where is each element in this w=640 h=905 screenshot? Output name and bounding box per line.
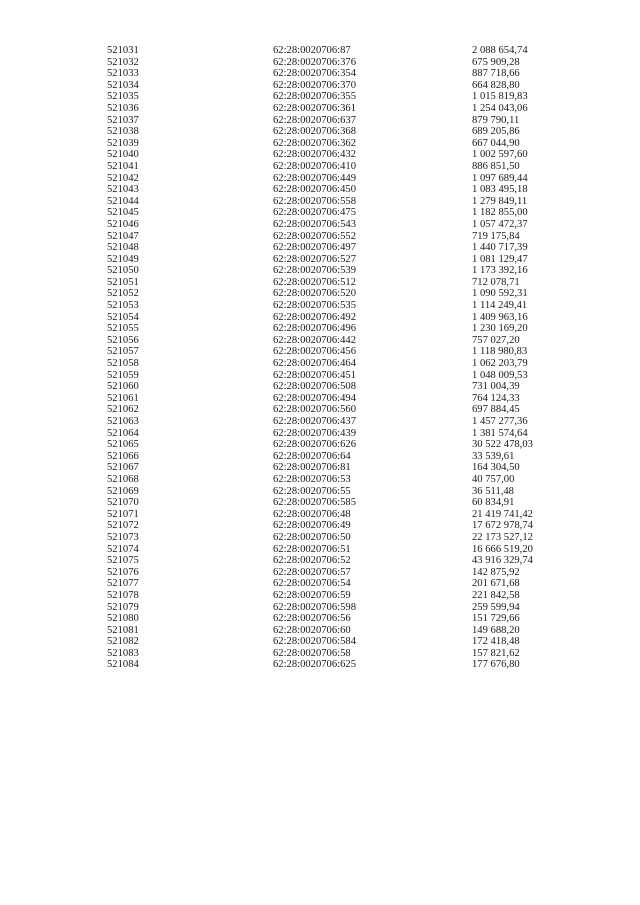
table-row [107, 323, 562, 335]
cadastral-value-cell: 764 124,33 [472, 392, 520, 404]
row-number-cell: 521075 [107, 555, 139, 567]
cadastral-value-cell: 1 090 592,31 [472, 288, 528, 300]
cadastral-number-cell: 62:28:0020706:475 [273, 207, 356, 219]
cadastral-value-cell: 667 044,90 [472, 137, 520, 149]
cadastral-number-cell: 62:28:0020706:355 [273, 91, 356, 103]
cadastral-number-cell: 62:28:0020706:450 [273, 184, 356, 196]
row-number-cell: 521048 [107, 242, 139, 254]
cadastral-value-cell: 1 062 203,79 [472, 358, 528, 370]
row-number-cell: 521043 [107, 184, 139, 196]
cadastral-number-cell: 62:28:0020706:543 [273, 218, 356, 230]
table-row [107, 138, 562, 150]
cadastral-value-cell: 259 599,94 [472, 601, 520, 613]
table-row [107, 462, 562, 474]
cadastral-value-cell: 2 088 654,74 [472, 45, 528, 56]
table-row [107, 370, 562, 382]
row-number-cell: 521070 [107, 497, 139, 509]
cadastral-value-cell: 36 511,48 [472, 485, 514, 497]
row-number-cell: 521033 [107, 68, 139, 80]
table-row [107, 346, 562, 358]
row-number-cell: 521064 [107, 427, 139, 439]
row-number-cell: 521045 [107, 207, 139, 219]
cadastral-value-cell: 22 173 527,12 [472, 531, 533, 543]
cadastral-number-cell: 62:28:0020706:87 [273, 45, 351, 56]
cadastral-value-cell: 664 828,80 [472, 79, 520, 91]
row-number-cell: 521077 [107, 578, 139, 590]
row-number-cell: 521068 [107, 473, 139, 485]
row-number-cell: 521062 [107, 404, 139, 416]
table-row [107, 486, 562, 498]
row-number-cell: 521044 [107, 195, 139, 207]
cadastral-value-cell: 719 175,84 [472, 230, 520, 242]
table-row [107, 416, 562, 428]
row-number-cell: 521052 [107, 288, 139, 300]
table-row [107, 358, 562, 370]
cadastral-value-cell: 1 118 980,83 [472, 346, 528, 358]
cadastral-number-cell: 62:28:0020706:64 [273, 450, 351, 462]
table-row [107, 602, 562, 614]
table-row [107, 648, 562, 660]
cadastral-value-cell: 887 718,66 [472, 68, 520, 80]
cadastral-number-cell: 62:28:0020706:527 [273, 253, 356, 265]
table-row [107, 265, 562, 277]
cadastral-value-cell: 1 381 574,64 [472, 427, 528, 439]
table-row [107, 231, 562, 243]
cadastral-number-cell: 62:28:0020706:496 [273, 323, 356, 335]
row-number-cell: 521046 [107, 218, 139, 230]
row-number-cell: 521054 [107, 311, 139, 323]
row-number-cell: 521031 [107, 45, 139, 56]
table-row [107, 80, 562, 92]
cadastral-value-cell: 1 114 249,41 [472, 300, 528, 312]
table-row [107, 625, 562, 637]
table-row [107, 474, 562, 486]
cadastral-value-cell: 757 027,20 [472, 334, 520, 346]
cadastral-number-cell: 62:28:0020706:449 [273, 172, 356, 184]
table-row [107, 451, 562, 463]
row-number-cell: 521078 [107, 589, 139, 601]
cadastral-number-cell: 62:28:0020706:558 [273, 195, 356, 207]
row-number-cell: 521039 [107, 137, 139, 149]
table-row [107, 404, 562, 416]
table-row [107, 393, 562, 405]
cadastral-value-cell: 1 173 392,16 [472, 265, 528, 277]
table-row [107, 242, 562, 254]
cadastral-value-cell: 17 672 978,74 [472, 520, 533, 532]
row-number-cell: 521080 [107, 613, 139, 625]
cadastral-number-cell: 62:28:0020706:48 [273, 508, 351, 520]
cadastral-number-cell: 62:28:0020706:49 [273, 520, 351, 532]
table-row [107, 497, 562, 509]
table-row [107, 590, 562, 602]
cadastral-number-cell: 62:28:0020706:368 [273, 126, 356, 138]
cadastral-value-cell: 1 057 472,37 [472, 218, 528, 230]
cadastral-value-cell: 886 851,50 [472, 160, 520, 172]
cadastral-number-cell: 62:28:0020706:585 [273, 497, 356, 509]
cadastral-value-cell: 1 254 043,06 [472, 102, 528, 114]
row-number-cell: 521060 [107, 381, 139, 393]
table-row [107, 161, 562, 173]
row-number-cell: 521041 [107, 160, 139, 172]
table-row [107, 335, 562, 347]
table-row [107, 57, 562, 69]
cadastral-number-cell: 62:28:0020706:512 [273, 276, 356, 288]
table-row [107, 520, 562, 532]
table-row [107, 544, 562, 556]
cadastral-number-cell: 62:28:0020706:362 [273, 137, 356, 149]
table-row [107, 184, 562, 196]
cadastral-value-cell: 149 688,20 [472, 624, 520, 636]
cadastral-number-cell: 62:28:0020706:52 [273, 555, 351, 567]
cadastral-number-cell: 62:28:0020706:539 [273, 265, 356, 277]
cadastral-number-cell: 62:28:0020706:637 [273, 114, 356, 126]
cadastral-value-cell: 1 097 689,44 [472, 172, 528, 184]
cadastral-number-cell: 62:28:0020706:59 [273, 589, 351, 601]
row-number-cell: 521081 [107, 624, 139, 636]
row-number-cell: 521055 [107, 323, 139, 335]
row-number-cell: 521050 [107, 265, 139, 277]
cadastral-value-cell: 1 083 495,18 [472, 184, 528, 196]
table-row [107, 439, 562, 451]
cadastral-value-cell: 1 230 169,20 [472, 323, 528, 335]
cadastral-value-cell: 157 821,62 [472, 647, 520, 659]
row-number-cell: 521038 [107, 126, 139, 138]
row-number-cell: 521079 [107, 601, 139, 613]
cadastral-value-cell: 30 522 478,03 [472, 439, 533, 451]
row-number-cell: 521072 [107, 520, 139, 532]
table-row [107, 126, 562, 138]
cadastral-number-cell: 62:28:0020706:432 [273, 149, 356, 161]
table-row [107, 173, 562, 185]
table-row [107, 567, 562, 579]
table-row [107, 428, 562, 440]
cadastral-number-cell: 62:28:0020706:497 [273, 242, 356, 254]
row-number-cell: 521082 [107, 636, 139, 648]
table-row [107, 149, 562, 161]
cadastral-number-cell: 62:28:0020706:560 [273, 404, 356, 416]
cadastral-value-cell: 177 676,80 [472, 659, 520, 671]
row-number-cell: 521071 [107, 508, 139, 520]
cadastral-value-cell: 221 842,58 [472, 589, 520, 601]
table-body [107, 45, 562, 671]
row-number-cell: 521037 [107, 114, 139, 126]
row-number-cell: 521067 [107, 462, 139, 474]
row-number-cell: 521034 [107, 79, 139, 91]
cadastral-number-cell: 62:28:0020706:464 [273, 358, 356, 370]
cadastral-value-cell: 1 081 129,47 [472, 253, 528, 265]
cadastral-number-cell: 62:28:0020706:437 [273, 416, 356, 427]
table-row [107, 555, 562, 567]
row-number-cell: 521053 [107, 300, 139, 312]
cadastral-value-cell: 1 015 819,83 [472, 91, 528, 103]
table-row [107, 509, 562, 521]
cadastral-value-table [107, 45, 562, 671]
cadastral-value-cell: 40 757,00 [472, 473, 515, 485]
table-row [107, 659, 562, 671]
row-number-cell: 521058 [107, 358, 139, 370]
cadastral-value-cell: 1 279 849,11 [472, 195, 528, 207]
table-row [107, 115, 562, 127]
row-number-cell: 521063 [107, 416, 139, 427]
row-number-cell: 521069 [107, 485, 139, 497]
cadastral-number-cell: 62:28:0020706:410 [273, 160, 356, 172]
cadastral-value-cell: 879 790,11 [472, 114, 520, 126]
cadastral-number-cell: 62:28:0020706:361 [273, 102, 356, 114]
cadastral-number-cell: 62:28:0020706:58 [273, 647, 351, 659]
cadastral-number-cell: 62:28:0020706:456 [273, 346, 356, 358]
table-row [107, 196, 562, 208]
cadastral-value-cell: 731 004,39 [472, 381, 520, 393]
table-row [107, 312, 562, 324]
row-number-cell: 521042 [107, 172, 139, 184]
row-number-cell: 521035 [107, 91, 139, 103]
cadastral-value-cell: 164 304,50 [472, 462, 520, 474]
cadastral-number-cell: 62:28:0020706:552 [273, 230, 356, 242]
table-row [107, 45, 562, 57]
cadastral-number-cell: 62:28:0020706:55 [273, 485, 351, 497]
row-number-cell: 521056 [107, 334, 139, 346]
cadastral-value-cell: 675 909,28 [472, 56, 520, 68]
cadastral-value-cell: 151 729,66 [472, 613, 520, 625]
table-row [107, 381, 562, 393]
row-number-cell: 521066 [107, 450, 139, 462]
table-row [107, 613, 562, 625]
cadastral-number-cell: 62:28:0020706:598 [273, 601, 356, 613]
cadastral-number-cell: 62:28:0020706:54 [273, 578, 351, 590]
cadastral-value-cell: 1 457 277,36 [472, 416, 528, 427]
cadastral-number-cell: 62:28:0020706:53 [273, 473, 351, 485]
cadastral-number-cell: 62:28:0020706:625 [273, 659, 356, 671]
row-number-cell: 521051 [107, 276, 139, 288]
table-row [107, 68, 562, 80]
table-row [107, 207, 562, 219]
cadastral-number-cell: 62:28:0020706:520 [273, 288, 356, 300]
cadastral-number-cell: 62:28:0020706:535 [273, 300, 356, 312]
table-row [107, 288, 562, 300]
row-number-cell: 521073 [107, 531, 139, 543]
table-row [107, 277, 562, 289]
cadastral-number-cell: 62:28:0020706:584 [273, 636, 356, 648]
cadastral-number-cell: 62:28:0020706:370 [273, 79, 356, 91]
table-row [107, 91, 562, 103]
row-number-cell: 521059 [107, 369, 139, 381]
cadastral-number-cell: 62:28:0020706:354 [273, 68, 356, 80]
row-number-cell: 521076 [107, 566, 139, 578]
row-number-cell: 521040 [107, 149, 139, 161]
row-number-cell: 521057 [107, 346, 139, 358]
table-row [107, 636, 562, 648]
row-number-cell: 521074 [107, 543, 139, 555]
cadastral-value-cell: 142 875,92 [472, 566, 520, 578]
cadastral-value-cell: 697 884,45 [472, 404, 520, 416]
cadastral-value-cell: 172 418,48 [472, 636, 520, 648]
cadastral-value-cell: 1 182 855,00 [472, 207, 528, 219]
cadastral-value-cell: 1 409 963,16 [472, 311, 528, 323]
cadastral-number-cell: 62:28:0020706:451 [273, 369, 356, 381]
cadastral-value-cell: 43 916 329,74 [472, 555, 533, 567]
cadastral-number-cell: 62:28:0020706:508 [273, 381, 356, 393]
cadastral-value-cell: 1 002 597,60 [472, 149, 528, 161]
cadastral-number-cell: 62:28:0020706:51 [273, 543, 351, 555]
cadastral-value-cell: 60 834,91 [472, 497, 515, 509]
cadastral-value-cell: 201 671,68 [472, 578, 520, 590]
row-number-cell: 521032 [107, 56, 139, 68]
row-number-cell: 521047 [107, 230, 139, 242]
cadastral-number-cell: 62:28:0020706:57 [273, 566, 351, 578]
cadastral-value-cell: 689 205,86 [472, 126, 520, 138]
row-number-cell: 521036 [107, 102, 139, 114]
row-number-cell: 521061 [107, 392, 139, 404]
cadastral-number-cell: 62:28:0020706:50 [273, 531, 351, 543]
cadastral-number-cell: 62:28:0020706:442 [273, 334, 356, 346]
cadastral-number-cell: 62:28:0020706:81 [273, 462, 351, 474]
cadastral-value-cell: 712 078,71 [472, 276, 520, 288]
cadastral-value-cell: 16 666 519,20 [472, 543, 533, 555]
cadastral-value-cell: 1 048 009,53 [472, 369, 528, 381]
cadastral-number-cell: 62:28:0020706:60 [273, 624, 351, 636]
cadastral-value-cell: 1 440 717,39 [472, 242, 528, 254]
row-number-cell: 521084 [107, 659, 139, 671]
row-number-cell: 521049 [107, 253, 139, 265]
table-row [107, 300, 562, 312]
cadastral-number-cell: 62:28:0020706:56 [273, 613, 351, 625]
table-row [107, 532, 562, 544]
table-row [107, 103, 562, 115]
row-number-cell: 521083 [107, 647, 139, 659]
table-row [107, 219, 562, 231]
cadastral-value-cell: 21 419 741,42 [472, 508, 533, 520]
cadastral-number-cell: 62:28:0020706:439 [273, 427, 356, 439]
row-number-cell: 521065 [107, 439, 139, 451]
cadastral-number-cell: 62:28:0020706:492 [273, 311, 356, 323]
cadastral-number-cell: 62:28:0020706:626 [273, 439, 356, 451]
cadastral-number-cell: 62:28:0020706:494 [273, 392, 356, 404]
table-row [107, 578, 562, 590]
table-row [107, 254, 562, 266]
cadastral-value-cell: 33 539,61 [472, 450, 515, 462]
cadastral-number-cell: 62:28:0020706:376 [273, 56, 356, 68]
